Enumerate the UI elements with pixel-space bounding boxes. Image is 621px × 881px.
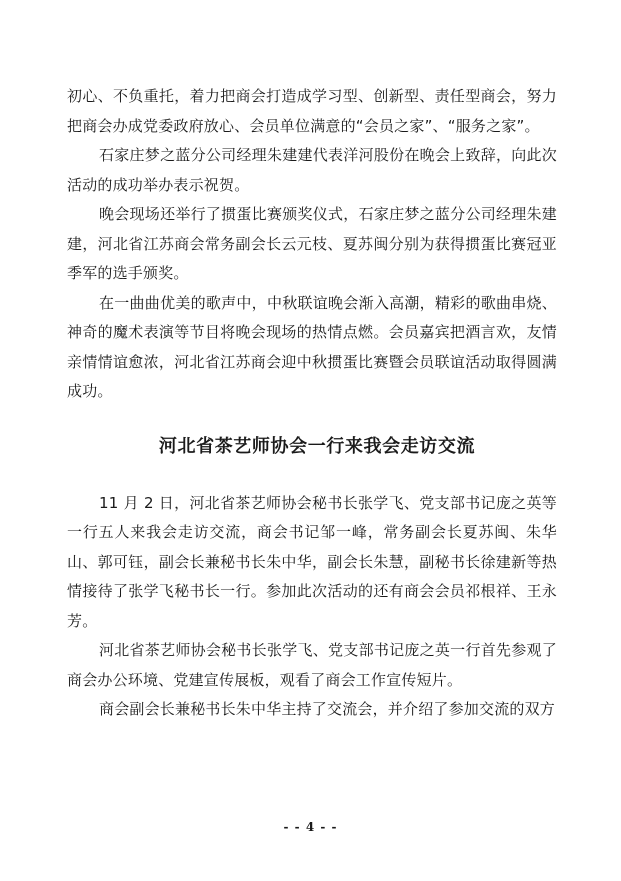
- section-title: 河北省茶艺师协会一行来我会走访交流: [158, 435, 476, 457]
- paragraph-meeting: 商会副会长兼秘书长朱中华主持了交流会，并介绍了参加交流的双方: [99, 700, 556, 718]
- paragraph-awards: 晚会现场还举行了掼蛋比赛颁奖仪式，石家庄梦之蓝分公司经理朱建建，河北省江苏商会常务副会长云元枝、夏苏闽分别为获得掼蛋比赛冠亚季军的选手颁奖。: [67, 205, 557, 282]
- paragraph-continuation: 初心、不负重托，着力把商会打造成学习型、创新型、责任型商会，努力把商会办成党委政府放心、会员单位满意的“会员之家”、“服务之家”。: [67, 87, 557, 135]
- document-body: [67, 82, 557, 725]
- paragraph-visit: 11 月 2 日，河北省茶艺师协会秘书长张学飞、党支部书记庞之英等一行五人来我会走访交流，商会书记邹一峰，常务副会长夏苏闽、朱华山、郭可钰，副会长兼秘书长朱中华，副会长朱慧，副秘书长徐建新等热情接待了张学飞秘书长一行。参加此次活动的还有商会会员祁根祥、王永芳。: [67, 493, 557, 630]
- paragraph-climax: 在一曲曲优美的歌声中，中秋联谊晚会渐入高潮，精彩的歌曲串烧、神奇的魔术表演等节目将晚会现场的热情点燃。会员嘉宾把酒言欢，友情亲情情谊愈浓，河北省江苏商会迎中秋掼蛋比赛暨会员联谊活动取得圆满成功。: [67, 293, 557, 400]
- paragraph-tour: 河北省茶艺师协会秘书长张学飞、党支部书记庞之英一行首先参观了商会办公环境、党建宣传展板，观看了商会工作宣传短片。: [67, 641, 557, 689]
- paragraph-speech: 石家庄梦之蓝分公司经理朱建建代表洋河股份在晚会上致辞，向此次活动的成功举办表示祝贺。: [67, 146, 557, 194]
- page-number: - - 4 - -: [283, 820, 338, 834]
